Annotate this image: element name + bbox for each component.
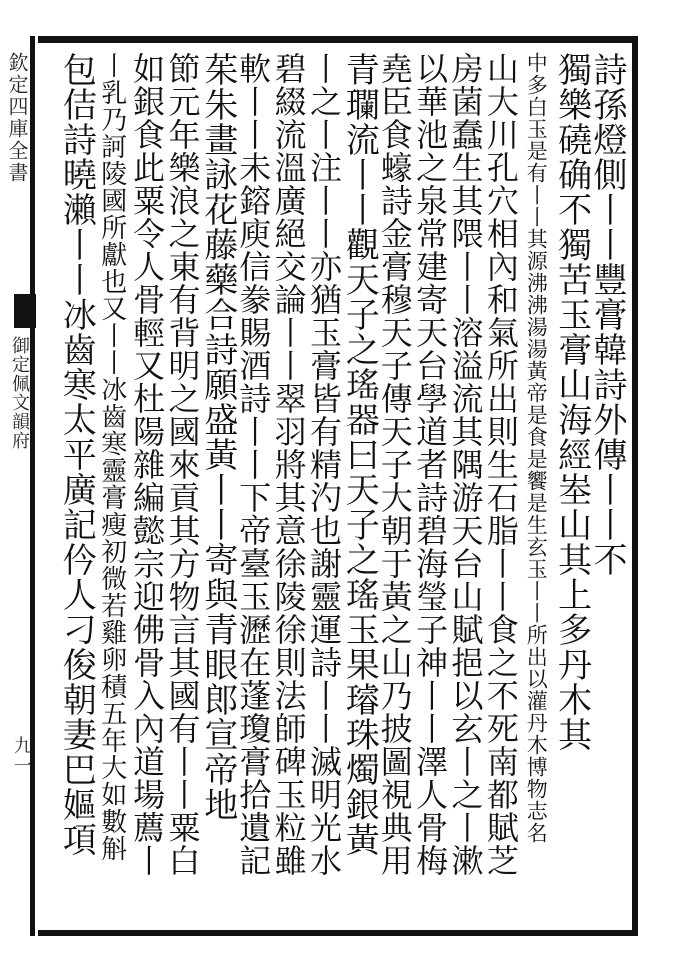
text-column-2: 獨樂磽确不獨苦玉膏山海經峚山其上多丹木其 xyxy=(551,52,592,752)
text-column-7: 堯臣食蠔詩金膏穆天子傳天子大朝于黃之山乃披圖視典用 xyxy=(375,52,414,877)
spine-page-number: 九一 xyxy=(11,736,32,776)
book-spine-margin xyxy=(0,36,38,936)
text-column-15: 丨乳乃訶陵國所獻也又丨丨冰齒寒靈膏瘦初微若雞卵積五年大如數斛 xyxy=(96,52,127,862)
spine-book-title: 御定佩文韻府 xyxy=(9,336,30,450)
text-column-13: 節元年樂浪之東有背明之國來貢其方物言其國有丨丨粟白 xyxy=(163,52,202,877)
spine-border-line xyxy=(30,36,35,936)
text-column-14: 如銀食此粟令人骨輕又杜陽雜編懿宗迎佛骨入內道場薦丨 xyxy=(128,52,167,877)
text-column-4: 山大川孔穴相內和氣所出則生石脂丨丨食之不死南都賦芝 xyxy=(481,52,520,877)
text-column-10: 碧綴流溫廣絕交論丨丨翠羽將其意徐陵徐則法師碑玉粒雖 xyxy=(269,52,308,877)
fish-tail-block xyxy=(14,294,36,328)
spine-collection-title: 欽定四庫全書 xyxy=(5,52,29,184)
text-column-9: 丨之丨注丨丨亦猶玉膏皆有精汋也謝靈運詩丨丨滅明光水 xyxy=(305,52,343,877)
text-column-16: 包佶詩曉瀨丨丨冰齒寒太平廣記仱人刁俊朝妻巴嫗項 xyxy=(56,52,97,857)
text-column-1: 詩孫燈側丨丨豐膏韓詩外傳丨丨不 xyxy=(587,52,627,577)
text-column-12: 茱朱畫詠花藤藥合詩願盛黃丨丨寄與青眼郎宣帝地 xyxy=(197,52,238,822)
text-column-11: 軟丨丨未鎔庾信豢賜酒詩丨丨下帝臺玉瀝在蓬瓊膏拾遺記 xyxy=(234,52,273,877)
text-column-3: 中多白玉是有丨丨其源沸沸湯湯黃帝是食是饗是生玄玉丨丨所出以灌丹木博物志名 xyxy=(524,52,549,844)
text-column-8: 青瓓流丨丨觀天子之瑤器曰天子之瑤玉果璿珠燭銀黃 xyxy=(339,52,380,857)
text-column-5: 房菌蠢生其隈丨丨溶溢流其隅游天台山賦挹以玄丨之丨漱 xyxy=(446,52,485,877)
text-columns xyxy=(56,52,627,922)
text-column-6: 以華池之泉常建寄天台學道者詩碧海瑩子神丨丨澤人骨梅 xyxy=(411,52,450,877)
